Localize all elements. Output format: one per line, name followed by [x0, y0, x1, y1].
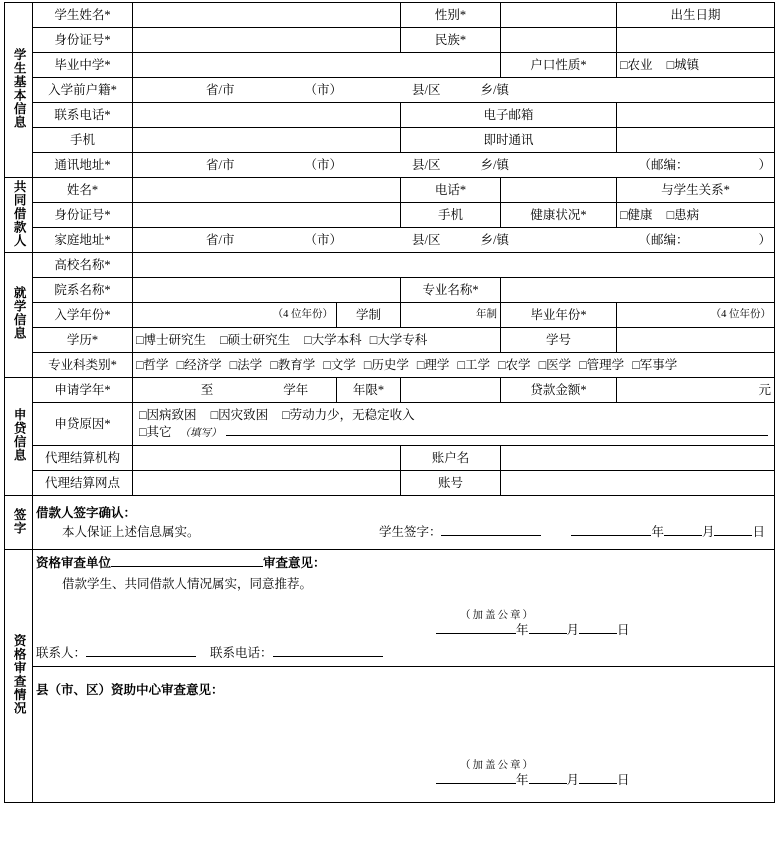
- checkbox-law[interactable]: □法学: [229, 357, 263, 372]
- checkbox-literature[interactable]: □文学: [323, 357, 356, 372]
- academic-year-unit: 学年: [283, 382, 309, 397]
- degree-label: 学历*: [33, 328, 133, 353]
- table-row: [5, 667, 775, 803]
- qualification-review-block: [33, 550, 775, 667]
- review-contact-row: [36, 646, 771, 660]
- coborrower-id-input[interactable]: [133, 203, 401, 228]
- table-row: [5, 128, 775, 153]
- contact-phone-input[interactable]: [133, 103, 401, 128]
- birth-date-input[interactable]: [617, 28, 775, 53]
- signature-date-month: 月: [701, 525, 715, 540]
- checkbox-bachelor[interactable]: □大学本科: [304, 332, 362, 347]
- checkbox-urban[interactable]: □城镇: [666, 57, 700, 72]
- school-system-unit: 年制: [476, 308, 497, 320]
- health-status-options[interactable]: [617, 203, 775, 228]
- county-date-year: 年: [516, 772, 529, 787]
- review-date-year: 年: [516, 622, 529, 637]
- other-reason-hint: （填写）: [179, 428, 222, 440]
- checkbox-doctoral[interactable]: □博士研究生: [136, 332, 207, 347]
- postcode-label: （邮编：: [638, 157, 689, 172]
- health-status-label: 健康状况*: [501, 203, 617, 228]
- table-row: [5, 303, 775, 328]
- ethnicity-input[interactable]: [501, 28, 617, 53]
- major-category-options[interactable]: [133, 353, 775, 378]
- table-row: [5, 53, 775, 78]
- academic-year-label: 申请学年*: [33, 378, 133, 403]
- section-label-loan-text: 申贷信息: [12, 408, 27, 463]
- mail-addr-town: 乡/镇: [480, 157, 509, 172]
- student-name-input[interactable]: [133, 3, 401, 28]
- hukou-type-options[interactable]: [617, 53, 775, 78]
- section-label-student: [5, 3, 33, 178]
- hukou-type-label: 户口性质*: [501, 53, 617, 78]
- checkbox-healthy[interactable]: □健康: [620, 207, 653, 222]
- academic-year-to: 至: [200, 382, 214, 397]
- checkbox-agricultural[interactable]: □农业: [620, 57, 653, 72]
- account-name-input[interactable]: [501, 446, 775, 471]
- table-row: [5, 378, 775, 403]
- home-addr-town: 乡/镇: [480, 232, 509, 247]
- student-signature-label: 学生签字：: [378, 525, 442, 540]
- major-name-input[interactable]: [501, 278, 775, 303]
- county-seal-text: （加盖公章）: [460, 759, 535, 771]
- section-label-signature-text: 签字: [12, 507, 27, 535]
- county-date-month: 月: [566, 772, 580, 787]
- review-statement: 借款学生、共同借款人情况属实，同意推荐。: [62, 576, 313, 591]
- student-number-input[interactable]: [617, 328, 775, 353]
- school-system-label: 学制: [337, 303, 401, 328]
- section-label-study-text: 就学信息: [12, 286, 27, 341]
- checkbox-other-reason[interactable]: □其它: [139, 425, 172, 440]
- coborrower-name-label: 姓名*: [33, 178, 133, 203]
- major-name-label: 专业名称*: [401, 278, 501, 303]
- academic-year-input[interactable]: [133, 378, 337, 403]
- coborrower-tel-label: 电话*: [401, 178, 501, 203]
- loan-reason-line-1: [136, 406, 771, 422]
- checkbox-science[interactable]: □理学: [416, 357, 450, 372]
- high-school-input[interactable]: [133, 53, 501, 78]
- mail-addr-city: （市）: [304, 157, 342, 172]
- loan-reason-options[interactable]: [133, 403, 775, 446]
- account-number-input[interactable]: [501, 471, 775, 496]
- table-row: [5, 278, 775, 303]
- student-name-label: 学生姓名*: [33, 3, 133, 28]
- table-row: [5, 103, 775, 128]
- review-date-day: 日: [617, 622, 630, 637]
- home-addr-province: 省/市: [206, 232, 235, 247]
- signature-date-year: 年: [651, 525, 664, 540]
- checkbox-engineering[interactable]: □工学: [457, 357, 490, 372]
- checkbox-associate[interactable]: □大学专科: [369, 332, 428, 347]
- form-table: [4, 2, 775, 803]
- home-addr-county: 县/区: [412, 232, 441, 247]
- grad-year-input[interactable]: [617, 303, 775, 328]
- home-addr-city: （市）: [304, 232, 342, 247]
- mobile-label: 手机: [33, 128, 133, 153]
- signature-date-field[interactable]: [571, 525, 765, 539]
- loan-term-input[interactable]: [401, 378, 501, 403]
- prior-hukou-input[interactable]: [133, 78, 775, 103]
- account-number-label: 账号: [401, 471, 501, 496]
- mail-addr-county: 县/区: [412, 157, 441, 172]
- student-id-label: 身份证号*: [33, 28, 133, 53]
- other-reason-input[interactable]: [226, 422, 768, 436]
- checkbox-military[interactable]: □军事学: [632, 357, 678, 372]
- university-label: 高校名称*: [33, 253, 133, 278]
- im-label: 即时通讯: [401, 128, 617, 153]
- table-row: [5, 78, 775, 103]
- section-label-signature: [5, 496, 33, 550]
- contact-phone-label: 联系电话*: [33, 103, 133, 128]
- section-label-coborrower: [5, 178, 33, 253]
- table-row: [5, 203, 775, 228]
- loan-amount-input[interactable]: [617, 378, 775, 403]
- gender-label: 性别*: [401, 3, 501, 28]
- prior-hukou-county: 县/区: [412, 82, 441, 97]
- prior-hukou-label: 入学前户籍*: [33, 78, 133, 103]
- table-row: [5, 496, 775, 550]
- review-opinion-label: 审查意见：: [263, 556, 326, 571]
- settlement-agency-input[interactable]: [133, 446, 401, 471]
- table-row: [5, 153, 775, 178]
- ethnicity-label: 民族*: [401, 28, 501, 53]
- county-date-day: 日: [617, 772, 630, 787]
- birth-date-label: 出生日期: [617, 3, 775, 28]
- university-input[interactable]: [133, 253, 775, 278]
- table-row: [5, 403, 775, 446]
- checkbox-management[interactable]: □管理学: [579, 357, 625, 372]
- county-review-title: 县（市、区）资助中心审查意见：: [36, 682, 224, 697]
- review-contact-tel-label: 联系电话：: [210, 646, 273, 661]
- review-contact-input[interactable]: [86, 656, 196, 657]
- grad-year-hint: （4 位年份）: [710, 308, 771, 320]
- mail-address-label: 通讯地址*: [33, 153, 133, 178]
- review-date-month: 月: [566, 622, 580, 637]
- prior-hukou-province: 省/市: [206, 82, 235, 97]
- coborrower-name-input[interactable]: [133, 178, 401, 203]
- department-input[interactable]: [133, 278, 401, 303]
- checkbox-disaster-poverty[interactable]: □因灾致困: [210, 408, 269, 422]
- checkbox-ill[interactable]: □患病: [666, 207, 700, 222]
- checkbox-master[interactable]: □硕士研究生: [220, 332, 291, 347]
- checkbox-education[interactable]: □教育学: [270, 357, 316, 372]
- section-label-review-text: 资格审查情况: [12, 634, 27, 716]
- home-address-label: 家庭地址*: [33, 228, 133, 253]
- table-row: [5, 28, 775, 53]
- county-review-block: [33, 667, 775, 803]
- signature-block: [33, 496, 775, 550]
- grad-year-label: 毕业年份*: [501, 303, 617, 328]
- department-label: 院系名称*: [33, 278, 133, 303]
- checkbox-illness-poverty[interactable]: □因病致困: [139, 408, 197, 422]
- review-date-field[interactable]: [436, 623, 771, 637]
- coborrower-tel-input[interactable]: [501, 178, 617, 203]
- checkbox-philosophy[interactable]: □哲学: [136, 357, 169, 372]
- loan-amount-unit: 元: [758, 382, 771, 397]
- student-id-input[interactable]: [133, 28, 401, 53]
- im-input[interactable]: [617, 128, 775, 153]
- school-system-input[interactable]: [401, 303, 501, 328]
- email-label: 电子邮箱: [401, 103, 617, 128]
- table-row: [5, 353, 775, 378]
- enroll-year-label: 入学年份*: [33, 303, 133, 328]
- settlement-branch-label: 代理结算网点: [33, 471, 133, 496]
- checkbox-history[interactable]: □历史学: [363, 357, 409, 372]
- section-label-loan: [5, 378, 33, 496]
- mobile-input[interactable]: [133, 128, 401, 153]
- county-date-field[interactable]: [436, 773, 771, 787]
- table-row: [5, 3, 775, 28]
- table-row: [5, 550, 775, 667]
- mail-address-input[interactable]: [133, 153, 775, 178]
- checkbox-low-labor-income[interactable]: □劳动力少，无稳定收入: [282, 408, 415, 422]
- coborrower-postcode-close: ）: [758, 232, 771, 247]
- prior-hukou-city: （市）: [304, 82, 342, 97]
- review-contact-tel-input[interactable]: [273, 656, 383, 657]
- enroll-year-hint: （4 位年份）: [272, 308, 333, 320]
- settlement-agency-label: 代理结算机构: [33, 446, 133, 471]
- table-row: [5, 253, 775, 278]
- major-category-label: 专业科类别*: [33, 353, 133, 378]
- degree-options[interactable]: [133, 328, 501, 353]
- review-unit-row: [36, 556, 771, 570]
- enroll-year-input[interactable]: [133, 303, 337, 328]
- signature-date-day: 日: [752, 525, 765, 540]
- prior-hukou-town: 乡/镇: [480, 82, 509, 97]
- mail-addr-province: 省/市: [206, 157, 235, 172]
- checkbox-medicine[interactable]: □医学: [538, 357, 572, 372]
- relation-label: 与学生关系*: [617, 178, 775, 203]
- review-seal-text: （加盖公章）: [460, 609, 535, 621]
- gender-input[interactable]: [501, 3, 617, 28]
- signature-title: 借款人签字确认：: [36, 506, 137, 521]
- coborrower-postcode-label: （邮编：: [638, 232, 689, 247]
- signature-statement: 本人保证上述信息属实。: [62, 525, 200, 540]
- checkbox-economics[interactable]: □经济学: [176, 357, 222, 372]
- loan-reason-label: 申贷原因*: [33, 403, 133, 446]
- home-address-input[interactable]: [133, 228, 775, 253]
- account-name-label: 账户名: [401, 446, 501, 471]
- section-label-review: [5, 550, 33, 803]
- settlement-branch-input[interactable]: [133, 471, 401, 496]
- coborrower-mobile-label: 手机: [401, 203, 501, 228]
- review-contact-label: 联系人：: [36, 646, 87, 661]
- table-row: [5, 328, 775, 353]
- table-row: [5, 228, 775, 253]
- student-signature-field[interactable]: [379, 525, 542, 539]
- section-label-student-text: 学生基本信息: [12, 47, 27, 129]
- section-label-coborrower-text: 共同借款人: [12, 179, 27, 248]
- section-label-study: [5, 253, 33, 378]
- review-unit-label: 资格审查单位: [36, 556, 112, 571]
- table-row: [5, 446, 775, 471]
- checkbox-agriculture[interactable]: □农学: [498, 357, 531, 372]
- loan-term-label: 年限*: [337, 378, 401, 403]
- loan-amount-label: 贷款金额*: [501, 378, 617, 403]
- table-row: [5, 178, 775, 203]
- loan-reason-line-2: [136, 422, 771, 442]
- table-row: [5, 471, 775, 496]
- high-school-label: 毕业中学*: [33, 53, 133, 78]
- student-number-label: 学号: [501, 328, 617, 353]
- coborrower-id-label: 身份证号*: [33, 203, 133, 228]
- email-input[interactable]: [617, 103, 775, 128]
- postcode-close: ）: [758, 157, 771, 172]
